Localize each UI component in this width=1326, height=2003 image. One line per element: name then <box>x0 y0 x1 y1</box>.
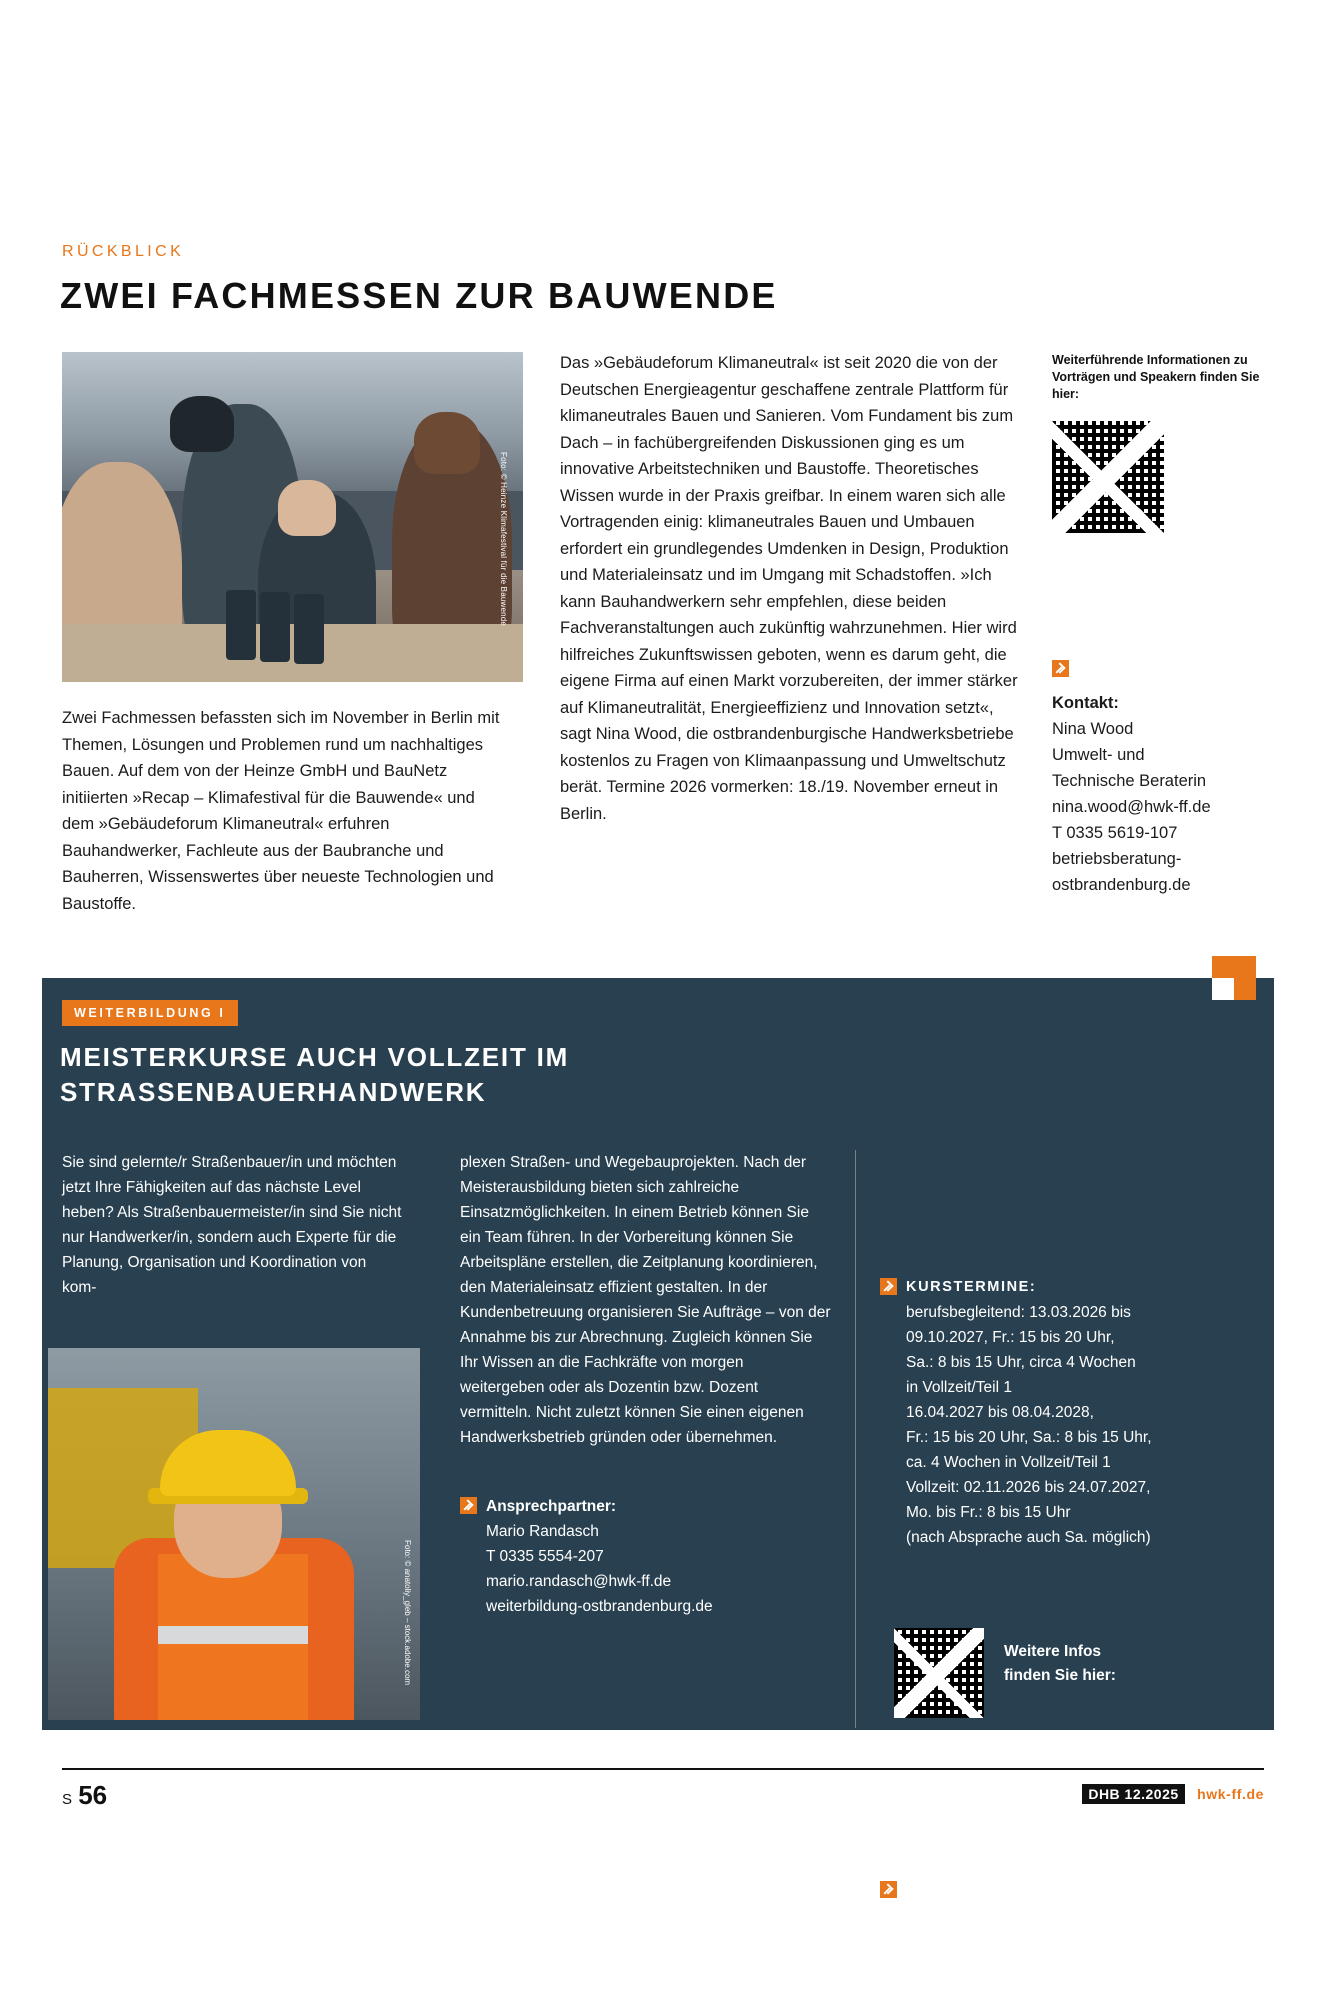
contact-label: Kontakt: <box>1052 694 1119 712</box>
course-dates-line: in Vollzeit/Teil 1 <box>906 1379 1012 1396</box>
contact-block <box>1052 660 1282 898</box>
page-folio <box>62 1780 107 1811</box>
road-builder-photo <box>48 1348 420 1720</box>
issue-badge: DHB 12.2025 <box>1082 1784 1184 1804</box>
location-line1: HWK Frankfurt (Oder) – <box>938 1882 1104 1899</box>
article-body: Das »Gebäudeforum Klimaneutral« ist seit 2020 die von der Deutschen Energieagentur geschaffene zentrale Plattform für klimaneutrales Bauen und Sanieren. Vom Fundament bis zum Dach – in fachübergreifenden Diskussionen ging es um innovative Arbeitstechniken und Baustoffe. Theoretisches Wissen wurde in der Praxis greifbar. In einem waren sich alle Vortragenden einig: klimaneutrales Bauen und Umbauen erfordert ein grundlegendes Umdenken in Design, Produktion und Materialeinsatz und im Umgang mit Schadstoffen. »Ich kann Bauhandwerkern sehr empfehlen, diese beiden Fachveranstaltungen auch zukünftig wahrzunehmen. Hier wird hilfreiches Zukunftswissen geboten, wenn es darum geht, die eigene Firma auf einen Markt vorzubereiten, der immer stärker auf Klimaneutralität, Energieeffizienz und Innovation setzt«, sagt Nina Wood, die ostbrandenburgische Handwerksbetriebe kostenlos zu Fragen von Klimaanpassung und Umweltschutz berät. Termine 2026 vormerken: 18./19. November erneut in Berlin. <box>560 354 1018 823</box>
course-dates-line: ca. 4 Wochen in Vollzeit/Teil 1 <box>906 1454 1111 1471</box>
contact-web-line2[interactable]: ostbrandenburg.de <box>1052 876 1191 894</box>
location-line: 15387 Hennickendorf <box>906 1982 1054 1999</box>
photo-reflective-stripe <box>158 1626 308 1644</box>
panel-column-1: Sie sind gelernte/r Straßenbauer/in und möchten jetzt Ihre Fähigkeiten auf das nächste Level heben? Als Straßenbauermeister/in sind Sie nicht nur Handwerker/in, sondern auch Experte für die Planung, Organisation und Koordination von kom- <box>62 1154 402 1296</box>
status-badge: WEITERBILDUNG I <box>62 1000 238 1026</box>
panel-divider <box>855 1150 856 1728</box>
location-line: Rehfelder Straße 50 <box>906 1957 1046 1974</box>
location-line: Bildungsstätte Hennickendorf <box>906 1932 1108 1949</box>
panel-contact-name: Mario Randasch <box>486 1523 599 1540</box>
photo-object <box>260 592 290 662</box>
trade-fair-photo <box>62 352 523 682</box>
contact-role-line2: Technische Beraterin <box>1052 772 1207 790</box>
course-dates-block <box>880 1275 1272 1550</box>
page-number: 56 <box>78 1780 108 1810</box>
contact-phone: T 0335 5619-107 <box>1052 824 1178 842</box>
arrow-icon <box>880 1278 897 1295</box>
course-dates-line: berufsbegleitend: 13.03.2026 bis <box>906 1304 1131 1321</box>
arrow-icon <box>460 1497 477 1514</box>
course-dates-label: KURSTERMINE: <box>906 1279 1037 1295</box>
course-dates-line: Vollzeit: 02.11.2026 bis 24.07.2027, <box>906 1479 1151 1496</box>
qr-info-line1: Weitere Infos <box>1004 1643 1102 1660</box>
panel-contact-block <box>460 1494 816 1619</box>
contact-email[interactable]: nina.wood@hwk-ff.de <box>1052 798 1211 816</box>
footer-meta <box>1082 1786 1264 1802</box>
course-dates-line: Fr.: 15 bis 20 Uhr, Sa.: 8 bis 15 Uhr, <box>906 1429 1152 1446</box>
panel-contact-phone: T 0335 5554-207 <box>486 1548 604 1565</box>
panel-contact-label: Ansprechpartner: <box>486 1498 617 1515</box>
photo-credit: Foto: © anatoliy_gleb – stock.adobe.com <box>403 1540 412 1686</box>
course-dates-line: 16.04.2027 bis 08.04.2028, <box>906 1404 1094 1421</box>
qr-code-graphic <box>894 1628 984 1718</box>
photo-person-head <box>278 480 336 536</box>
panel-contact-web[interactable]: weiterbildung-ostbrandenburg.de <box>486 1598 713 1615</box>
folio-prefix: S <box>62 1791 74 1808</box>
qr-code-more-info[interactable] <box>894 1628 984 1718</box>
location-line: Region Ostbrandenburg <box>906 1907 1072 1924</box>
photo-person-head <box>170 396 234 452</box>
contact-web-line1[interactable]: betriebsberatung- <box>1052 850 1182 868</box>
footer-divider <box>62 1768 1264 1770</box>
panel-title <box>60 1040 960 1110</box>
photo-object <box>294 594 324 664</box>
contact-role-line1: Umwelt- und <box>1052 746 1145 764</box>
photo-table <box>62 624 523 682</box>
photo-object <box>226 590 256 660</box>
location-label: Ort: <box>906 1882 935 1899</box>
course-dates-line: 09.10.2027, Fr.: 15 bis 20 Uhr, <box>906 1329 1115 1346</box>
location-block <box>880 1878 1272 2003</box>
location-first-line <box>906 1878 1272 1903</box>
qr-info-line2: finden Sie hier: <box>1004 1667 1116 1684</box>
photo-credit: Foto: © Heinze Klimafestival für die Bauwende <box>499 452 508 627</box>
article-kicker: RÜCKBLICK <box>62 243 185 260</box>
photo-person-head <box>414 412 480 474</box>
panel-title-line2: STRASSENBAUERHANDWERK <box>60 1077 487 1107</box>
qr-code-lectures[interactable] <box>1052 421 1164 533</box>
contact-name: Nina Wood <box>1052 720 1134 738</box>
panel-contact-email[interactable]: mario.randasch@hwk-ff.de <box>486 1573 672 1590</box>
panel-corner-decoration <box>1212 956 1256 1000</box>
qr-note: Weiterführende Informationen zu Vorträgen und Speakern finden Sie hier: <box>1052 353 1260 401</box>
panel-column-2: plexen Straßen- und Wegebauprojekten. Nach der Meisterausbildung bieten sich zahlreiche Einsatzmöglichkeiten. In einem Betrieb können Sie ein Team führen. In der Vorbereitung können Sie Arbeitspläne erstellen, die Zeitplanung koordinieren, den Materialeinsatz effizient gestalten. In der Kundenbetreuung organisieren Sie Aufträge – von der Annahme bis zur Abrechnung. Zugleich können Sie Ihr Wissen an die Fachkräfte von morgen weitergeben oder als Dozentin bzw. Dozent vermitteln. Nicht zuletzt können Sie einen eigenen Handwerksbetrieb gründen oder übernehmen. <box>460 1154 831 1446</box>
panel-title-line1: MEISTERKURSE AUCH VOLLZEIT IM <box>60 1042 570 1072</box>
course-dates-line: (nach Absprache auch Sa. möglich) <box>906 1529 1151 1546</box>
arrow-icon <box>880 1881 897 1898</box>
article-lead: Zwei Fachmessen befassten sich im November in Berlin mit Themen, Lösungen und Problemen rund um nachhaltiges Bauen. Auf dem von der Heinze GmbH und BauNetz initiierten »Recap – Klimafestival für die Bauwende« und dem »Gebäudeforum Klimaneutral« erfuhren Bauhandwerker, Fachleute aus der Baubranche und Bauherren, Wissenswertes über neueste Technologien und Baustoffe. <box>62 709 500 913</box>
qr-info-text <box>1004 1640 1244 1688</box>
course-dates-line: Sa.: 8 bis 15 Uhr, circa 4 Wochen <box>906 1354 1136 1371</box>
website-link[interactable]: hwk-ff.de <box>1197 1786 1264 1802</box>
course-dates-line: Mo. bis Fr.: 8 bis 15 Uhr <box>906 1504 1071 1521</box>
qr-info-block <box>1052 352 1264 533</box>
arrow-icon <box>1052 660 1069 677</box>
page-title: ZWEI FACHMESSEN ZUR BAUWENDE <box>60 275 778 316</box>
